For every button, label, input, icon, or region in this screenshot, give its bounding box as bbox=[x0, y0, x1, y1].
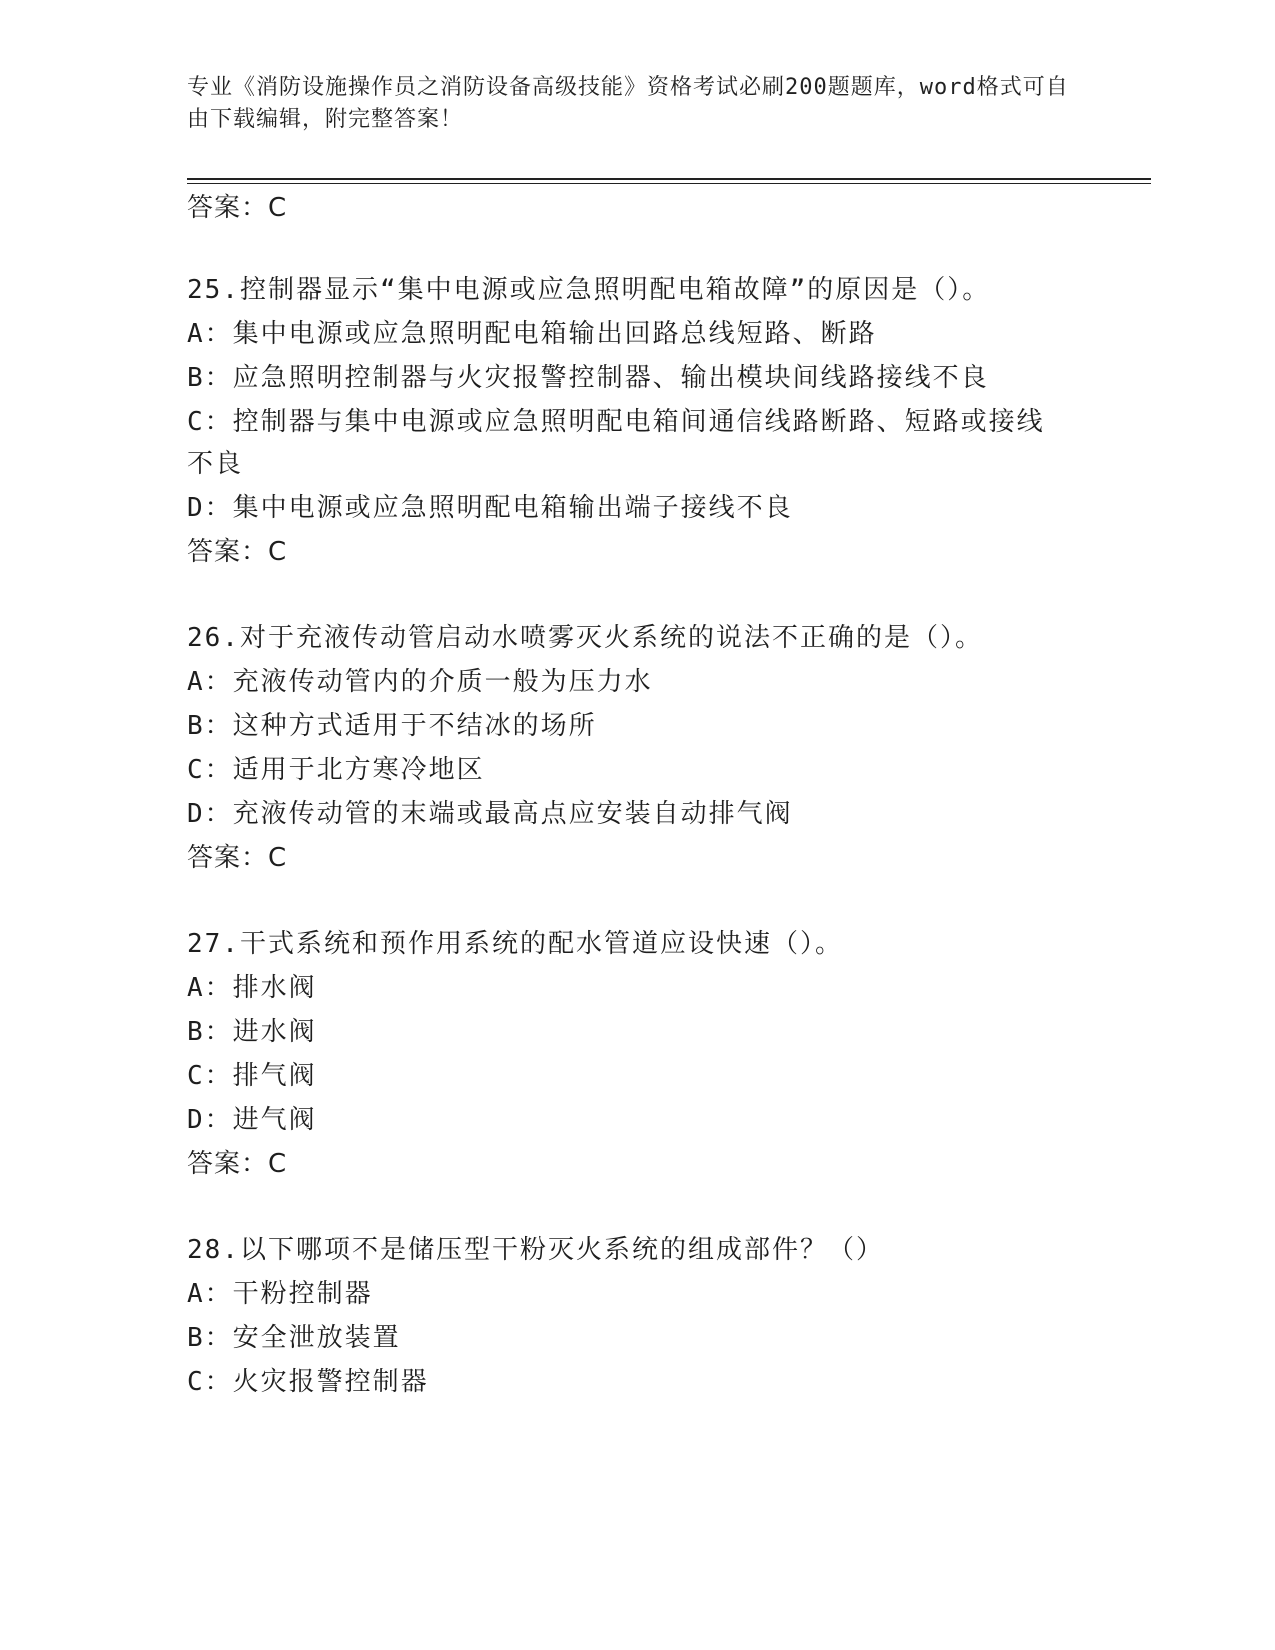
question-26-option-a: A：充液传动管内的介质一般为压力水 bbox=[187, 667, 653, 697]
document-header: 专业《消防设施操作员之消防设备高级技能》资格考试必刷200题题库，word格式可自由下载编辑，附完整答案！ bbox=[187, 75, 1069, 132]
question-26-option-b: B：这种方式适用于不结冰的场所 bbox=[187, 711, 597, 741]
question-26-option-c: C：适用于北方寒冷地区 bbox=[187, 755, 485, 785]
header-rule-thick bbox=[187, 178, 1151, 180]
question-27-option-c: C：排气阀 bbox=[187, 1061, 317, 1091]
question-25-option-b: B：应急照明控制器与火灾报警控制器、输出模块间线路接线不良 bbox=[187, 363, 989, 393]
question-27-option-d: D：进气阀 bbox=[187, 1105, 317, 1135]
question-25-option-c: C：控制器与集中电源或应急照明配电箱间通信线路断路、短路或接线 bbox=[187, 407, 1045, 437]
answer-26: 答案：C bbox=[187, 843, 288, 873]
question-26-option-d: D：充液传动管的末端或最高点应安装自动排气阀 bbox=[187, 799, 793, 829]
question-28-option-b: B：安全泄放装置 bbox=[187, 1323, 401, 1353]
question-28-option-c: C：火灾报警控制器 bbox=[187, 1367, 429, 1397]
question-26: 26.对于充液传动管启动水喷雾灭火系统的说法不正确的是（）。 bbox=[187, 623, 983, 653]
answer-27: 答案：C bbox=[187, 1149, 288, 1179]
answer-25: 答案：C bbox=[187, 537, 288, 567]
question-25-option-d: D：集中电源或应急照明配电箱输出端子接线不良 bbox=[187, 493, 793, 523]
question-27-option-a: A：排水阀 bbox=[187, 973, 317, 1003]
question-25-option-c-cont: 不良 bbox=[187, 449, 244, 479]
header-rule-thin bbox=[187, 183, 1151, 184]
answer-24: 答案：C bbox=[187, 193, 288, 223]
question-28-option-a: A：干粉控制器 bbox=[187, 1279, 373, 1309]
question-27-option-b: B：进水阀 bbox=[187, 1017, 317, 1047]
question-27: 27.干式系统和预作用系统的配水管道应设快速（）。 bbox=[187, 929, 843, 959]
question-28: 28.以下哪项不是储压型干粉灭火系统的组成部件？（） bbox=[187, 1235, 884, 1265]
question-25: 25.控制器显示“集中电源或应急照明配电箱故障”的原因是（）。 bbox=[187, 275, 991, 305]
question-25-option-a: A：集中电源或应急照明配电箱输出回路总线短路、断路 bbox=[187, 319, 877, 349]
